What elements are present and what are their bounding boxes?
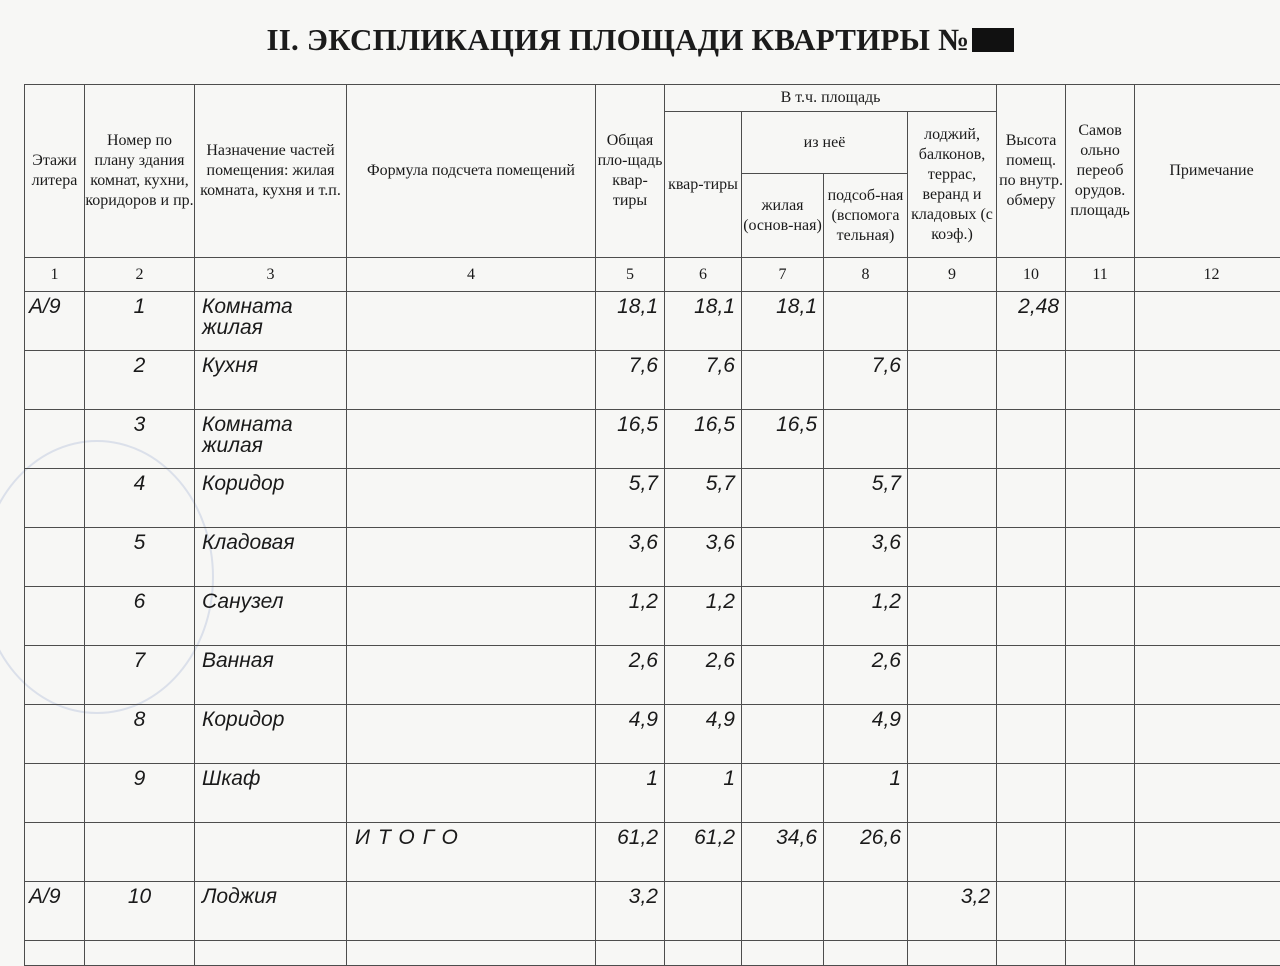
cell-self-rebuilt xyxy=(1066,882,1135,941)
cell-total-area: 1 xyxy=(596,764,665,823)
cell-self-rebuilt xyxy=(1066,528,1135,587)
cell-floor xyxy=(25,941,85,966)
cell-height xyxy=(997,587,1066,646)
redacted-apartment-number xyxy=(972,28,1014,52)
cell-note xyxy=(1135,410,1280,469)
cell-total-area: 3,6 xyxy=(596,528,665,587)
explication-table xyxy=(24,84,1280,966)
cell-self-rebuilt xyxy=(1066,941,1135,966)
cell-living-area xyxy=(742,587,824,646)
cell-living-area xyxy=(742,646,824,705)
cell-note xyxy=(1135,351,1280,410)
column-number: 10 xyxy=(997,258,1066,292)
cell-apartment-area: 1 xyxy=(665,764,742,823)
cell-self-rebuilt xyxy=(1066,587,1135,646)
cell-room-number: 9 xyxy=(85,764,195,823)
cell-room-name: Ванная xyxy=(195,646,347,705)
cell-total-area: 2,6 xyxy=(596,646,665,705)
cell-formula xyxy=(347,351,596,410)
cell-room-number: 6 xyxy=(85,587,195,646)
cell-formula xyxy=(347,292,596,351)
cell-room-number: 4 xyxy=(85,469,195,528)
table-row xyxy=(25,587,1280,646)
cell-total-area: 7,6 xyxy=(596,351,665,410)
cell-auxiliary-area: 2,6 xyxy=(824,646,908,705)
cell-room-name xyxy=(195,941,347,966)
cell-total-area: 4,9 xyxy=(596,705,665,764)
cell-height xyxy=(997,410,1066,469)
cell-living-area xyxy=(742,469,824,528)
cell-self-rebuilt xyxy=(1066,292,1135,351)
cell-note xyxy=(1135,764,1280,823)
document-title xyxy=(0,22,1280,58)
cell-height xyxy=(997,705,1066,764)
cell-floor xyxy=(25,705,85,764)
table-row xyxy=(25,292,1280,351)
cell-formula xyxy=(347,528,596,587)
cell-note xyxy=(1135,646,1280,705)
cell-formula xyxy=(347,705,596,764)
table-row xyxy=(25,764,1280,823)
cell-total-area: 18,1 xyxy=(596,292,665,351)
cell-room-number: 2 xyxy=(85,351,195,410)
cell-self-rebuilt xyxy=(1066,351,1135,410)
cell-room-name xyxy=(195,823,347,882)
cell-living-area: 16,5 xyxy=(742,410,824,469)
column-number: 2 xyxy=(85,258,195,292)
column-number: 4 xyxy=(347,258,596,292)
cell-note xyxy=(1135,941,1280,966)
cell-self-rebuilt xyxy=(1066,410,1135,469)
cell-height xyxy=(997,528,1066,587)
cell-room-name: Лоджия xyxy=(195,882,347,941)
header-total-area: Общая пло-щадь квар-тиры xyxy=(596,85,665,258)
cell-self-rebuilt xyxy=(1066,764,1135,823)
cell-auxiliary-area xyxy=(824,941,908,966)
cell-room-number: 7 xyxy=(85,646,195,705)
cell-total-area: 16,5 xyxy=(596,410,665,469)
cell-floor xyxy=(25,764,85,823)
cell-height: 2,48 xyxy=(997,292,1066,351)
cell-loggia-area xyxy=(908,351,997,410)
cell-formula xyxy=(347,941,596,966)
header-of-which: из неё xyxy=(742,112,908,174)
table-row xyxy=(25,823,1280,882)
cell-room-name: Комната жилая xyxy=(195,410,347,469)
cell-living-area xyxy=(742,882,824,941)
cell-apartment-area: 61,2 xyxy=(665,823,742,882)
cell-floor xyxy=(25,351,85,410)
cell-formula: ИТОГО xyxy=(347,823,596,882)
cell-loggia-area xyxy=(908,941,997,966)
cell-apartment-area: 3,6 xyxy=(665,528,742,587)
column-number: 12 xyxy=(1135,258,1280,292)
column-number-row xyxy=(25,258,1280,292)
cell-apartment-area xyxy=(665,882,742,941)
cell-formula xyxy=(347,646,596,705)
cell-formula xyxy=(347,587,596,646)
cell-living-area xyxy=(742,941,824,966)
cell-room-name: Кладовая xyxy=(195,528,347,587)
cell-self-rebuilt xyxy=(1066,823,1135,882)
cell-height xyxy=(997,882,1066,941)
cell-self-rebuilt xyxy=(1066,705,1135,764)
cell-total-area: 5,7 xyxy=(596,469,665,528)
cell-auxiliary-area xyxy=(824,882,908,941)
cell-room-name: Коридор xyxy=(195,705,347,764)
cell-note xyxy=(1135,882,1280,941)
cell-room-name: Кухня xyxy=(195,351,347,410)
cell-living-area: 18,1 xyxy=(742,292,824,351)
cell-note xyxy=(1135,528,1280,587)
cell-room-name: Коридор xyxy=(195,469,347,528)
cell-loggia-area xyxy=(908,646,997,705)
cell-loggia-area xyxy=(908,705,997,764)
cell-formula xyxy=(347,882,596,941)
cell-apartment-area: 18,1 xyxy=(665,292,742,351)
column-number: 9 xyxy=(908,258,997,292)
cell-total-area: 3,2 xyxy=(596,882,665,941)
header-formula: Формула подсчета помещений xyxy=(347,85,596,258)
cell-height xyxy=(997,823,1066,882)
cell-auxiliary-area: 7,6 xyxy=(824,351,908,410)
cell-apartment-area xyxy=(665,941,742,966)
cell-loggia-area: 3,2 xyxy=(908,882,997,941)
cell-loggia-area xyxy=(908,764,997,823)
cell-floor xyxy=(25,587,85,646)
cell-floor: А/9 xyxy=(25,292,85,351)
column-number: 8 xyxy=(824,258,908,292)
header-floor: Этажи литера xyxy=(25,85,85,258)
cell-apartment-area: 4,9 xyxy=(665,705,742,764)
cell-auxiliary-area xyxy=(824,410,908,469)
cell-self-rebuilt xyxy=(1066,646,1135,705)
title-text: II. ЭКСПЛИКАЦИЯ ПЛОЩАДИ КВАРТИРЫ № xyxy=(266,22,969,57)
cell-height xyxy=(997,646,1066,705)
header-note: Примечание xyxy=(1135,85,1280,258)
cell-floor xyxy=(25,469,85,528)
cell-apartment-area: 7,6 xyxy=(665,351,742,410)
header-living: жилая (основ-ная) xyxy=(742,174,824,258)
cell-apartment-area: 2,6 xyxy=(665,646,742,705)
header-height: Высота помещ. по внутр. обмеру xyxy=(997,85,1066,258)
cell-height xyxy=(997,764,1066,823)
cell-room-name: Шкаф xyxy=(195,764,347,823)
cell-loggia-area xyxy=(908,410,997,469)
cell-auxiliary-area: 1 xyxy=(824,764,908,823)
cell-room-number xyxy=(85,941,195,966)
cell-floor xyxy=(25,823,85,882)
cell-room-number: 3 xyxy=(85,410,195,469)
cell-total-area: 1,2 xyxy=(596,587,665,646)
cell-formula xyxy=(347,410,596,469)
header-room-number: Номер по плану здания комнат, кухни, коридоров и пр. xyxy=(85,85,195,258)
cell-apartment-area: 5,7 xyxy=(665,469,742,528)
cell-room-name: Санузел xyxy=(195,587,347,646)
cell-room-number: 5 xyxy=(85,528,195,587)
column-number: 7 xyxy=(742,258,824,292)
cell-room-name: Комната жилая xyxy=(195,292,347,351)
cell-note xyxy=(1135,587,1280,646)
cell-floor: А/9 xyxy=(25,882,85,941)
cell-auxiliary-area: 3,6 xyxy=(824,528,908,587)
cell-living-area xyxy=(742,528,824,587)
header-purpose: Назначение частей помещения: жилая комната, кухня и т.п. xyxy=(195,85,347,258)
cell-height xyxy=(997,351,1066,410)
cell-height xyxy=(997,941,1066,966)
cell-room-number: 8 xyxy=(85,705,195,764)
cell-loggia-area xyxy=(908,587,997,646)
cell-auxiliary-area xyxy=(824,292,908,351)
cell-living-area: 34,6 xyxy=(742,823,824,882)
column-number: 6 xyxy=(665,258,742,292)
cell-auxiliary-area: 1,2 xyxy=(824,587,908,646)
cell-loggia-area xyxy=(908,528,997,587)
cell-formula xyxy=(347,764,596,823)
cell-room-number xyxy=(85,823,195,882)
cell-living-area xyxy=(742,764,824,823)
cell-apartment-area: 16,5 xyxy=(665,410,742,469)
cell-auxiliary-area: 4,9 xyxy=(824,705,908,764)
header-self-rebuilt: Самов ольно переоб орудов. площадь xyxy=(1066,85,1135,258)
cell-self-rebuilt xyxy=(1066,469,1135,528)
table-row xyxy=(25,469,1280,528)
cell-total-area xyxy=(596,941,665,966)
header-loggias: лоджий, балконов, террас, веранд и кладовых (с коэф.) xyxy=(908,112,997,258)
cell-room-number: 1 xyxy=(85,292,195,351)
cell-auxiliary-area: 5,7 xyxy=(824,469,908,528)
cell-auxiliary-area: 26,6 xyxy=(824,823,908,882)
cell-loggia-area xyxy=(908,292,997,351)
cell-note xyxy=(1135,292,1280,351)
header-included-area: В т.ч. площадь xyxy=(665,85,997,112)
table-row xyxy=(25,528,1280,587)
column-number: 1 xyxy=(25,258,85,292)
cell-apartment-area: 1,2 xyxy=(665,587,742,646)
table-row xyxy=(25,351,1280,410)
cell-room-number: 10 xyxy=(85,882,195,941)
cell-note xyxy=(1135,705,1280,764)
table-row xyxy=(25,646,1280,705)
cell-note xyxy=(1135,823,1280,882)
header-auxiliary: подсоб-ная (вспомога тельная) xyxy=(824,174,908,258)
cell-living-area xyxy=(742,351,824,410)
cell-floor xyxy=(25,528,85,587)
cell-floor xyxy=(25,646,85,705)
column-number: 3 xyxy=(195,258,347,292)
cell-note xyxy=(1135,469,1280,528)
cell-loggia-area xyxy=(908,469,997,528)
column-number: 11 xyxy=(1066,258,1135,292)
cell-height xyxy=(997,469,1066,528)
table-row xyxy=(25,941,1280,966)
column-number: 5 xyxy=(596,258,665,292)
cell-floor xyxy=(25,410,85,469)
cell-formula xyxy=(347,469,596,528)
table-row xyxy=(25,882,1280,941)
table-row xyxy=(25,410,1280,469)
cell-living-area xyxy=(742,705,824,764)
cell-total-area: 61,2 xyxy=(596,823,665,882)
table-row xyxy=(25,705,1280,764)
header-apartment: квар-тиры xyxy=(665,112,742,258)
cell-loggia-area xyxy=(908,823,997,882)
